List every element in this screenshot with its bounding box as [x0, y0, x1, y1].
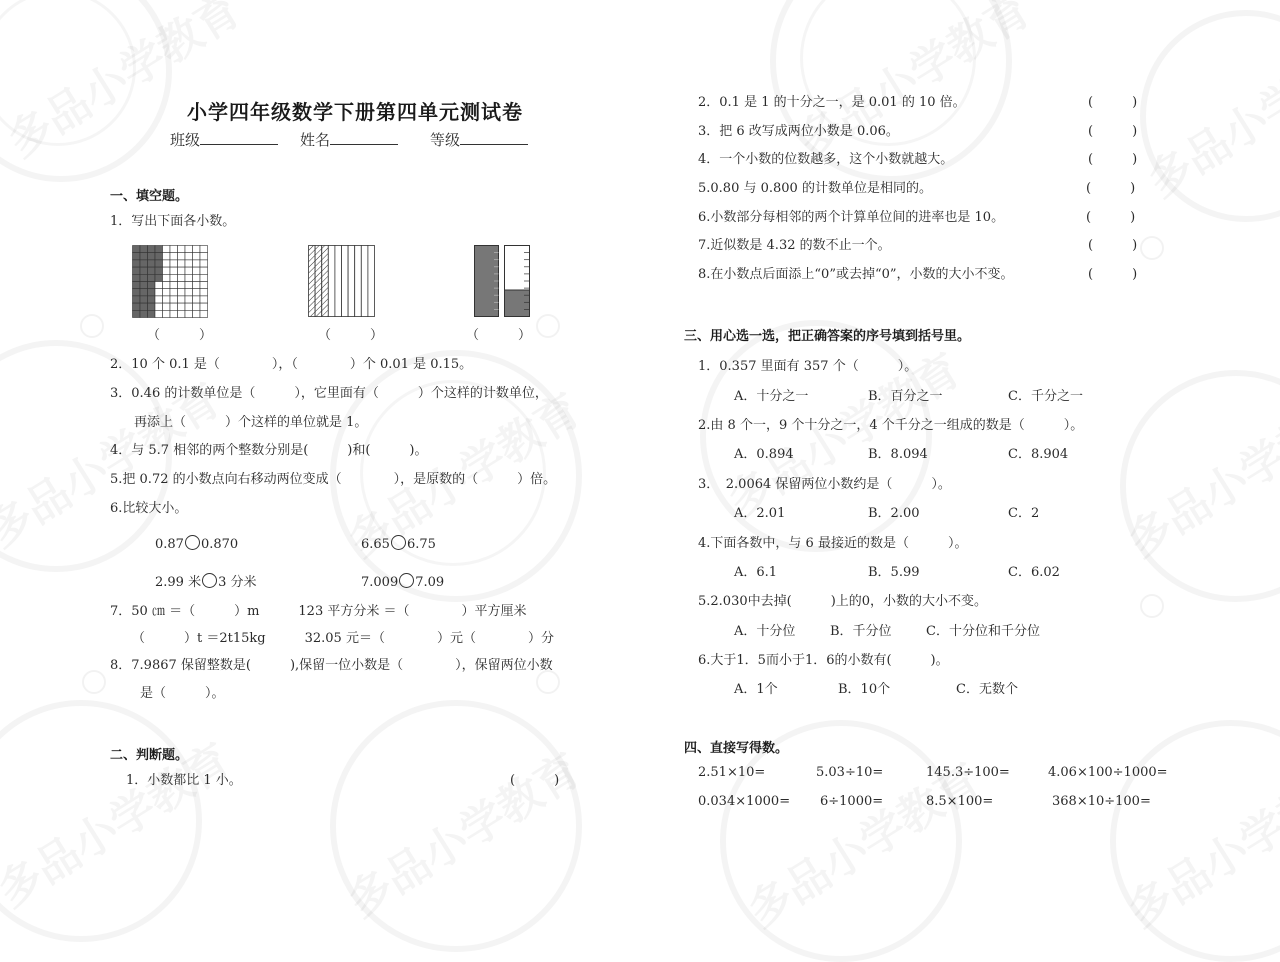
- compare-circle[interactable]: [202, 573, 217, 588]
- watermark-text: [333, 735, 591, 929]
- choice-option[interactable]: B．10个: [838, 682, 891, 697]
- choice-question-3: 3． 2.0064 保留两位小数约是（ ）。: [698, 477, 951, 492]
- choice-option[interactable]: A．十分位: [734, 624, 796, 639]
- judge-item-8: 8.在小数点后面添上“0”或去掉“0”，小数的大小不变。: [698, 267, 1014, 282]
- choice-option[interactable]: B．5.99: [868, 565, 920, 580]
- judge-paren-1[interactable]: ( ): [510, 773, 560, 788]
- judge-item-5: 5.0.80 与 0.800 的计数单位是相同的。: [698, 181, 932, 196]
- choice-option[interactable]: A．十分之一: [734, 389, 809, 404]
- choice-question-6: 6.大于1．5而小于1．6的小数有( )。: [698, 653, 949, 668]
- compare-circle[interactable]: [399, 573, 414, 588]
- choice-option[interactable]: C．8.904: [1008, 447, 1069, 462]
- judge-paren-8[interactable]: ( ): [1088, 267, 1138, 282]
- bars-figure: [474, 245, 534, 318]
- class-blank[interactable]: [200, 130, 278, 145]
- section3-heading: 三、用心选一选，把正确答案的序号填到括号里。: [684, 329, 971, 344]
- compare-circle[interactable]: [185, 535, 200, 550]
- choice-question-2: 2.由 8 个一，9 个十分之一，4 个千分之一组成的数是（ ）。: [698, 418, 1084, 433]
- watermark-text: [1113, 375, 1280, 569]
- page-title: 小学四年级数学下册第四单元测试卷: [187, 100, 523, 124]
- compare-circle[interactable]: [391, 535, 406, 550]
- judge-item-6: 6.小数部分每相邻的两个计算单位间的进率也是 10。: [698, 210, 1005, 225]
- choice-option[interactable]: B．千分位: [830, 624, 892, 639]
- choice-option[interactable]: C．十分位和千分位: [926, 624, 1040, 639]
- choice-question-4: 4.下面各数中，与 6 最接近的数是（ ）。: [698, 536, 968, 551]
- calc-item: 145.3÷100=: [926, 765, 1010, 780]
- grade-blank[interactable]: [460, 130, 528, 145]
- figure-answer-1[interactable]: （ ）: [147, 328, 213, 343]
- calc-item: 0.034×1000=: [698, 794, 791, 809]
- choice-option[interactable]: B．8.094: [868, 447, 928, 462]
- compare-item: 6.65 6.75: [361, 537, 436, 552]
- question-2: 2．10 个 0.1 是（ ），（ ）个 0.01 是 0.15。: [110, 357, 473, 372]
- class-label: 班级: [170, 131, 201, 149]
- choice-option[interactable]: C．6.02: [1008, 565, 1060, 580]
- choice-question-1: 1．0.357 里面有 357 个（ ）。: [698, 359, 918, 374]
- choice-question-5: 5.2.030中去掉( )上的0，小数的大小不变。: [698, 594, 988, 609]
- watermark-text: [1133, 15, 1280, 209]
- choice-option[interactable]: A．6.1: [734, 565, 778, 580]
- name-label: 姓名: [300, 131, 331, 149]
- question-8-cont: 是（ ）。: [140, 686, 225, 701]
- judge-item-2: 2．0.1 是 1 的十分之一，是 0.01 的 10 倍。: [698, 95, 966, 110]
- question-3: 3．0.46 的计数单位是（ ），它里面有（ ）个这样的计数单位，: [110, 386, 548, 401]
- strips-figure: [308, 245, 376, 318]
- choice-option[interactable]: A．2.01: [734, 506, 786, 521]
- question-1: 1．写出下面各小数。: [110, 214, 236, 229]
- figure-answer-2[interactable]: （ ）: [318, 328, 384, 343]
- choice-option[interactable]: A．1个: [734, 682, 778, 697]
- question-4: 4．与 5.7 相邻的两个整数分别是( )和( )。: [110, 443, 428, 458]
- grade-field[interactable]: [430, 129, 528, 150]
- question-6: 6.比较大小。: [110, 501, 188, 516]
- class-field[interactable]: [170, 129, 278, 150]
- section4-heading: 四、直接写得数。: [684, 741, 789, 756]
- judge-paren-3[interactable]: ( ): [1088, 124, 1138, 139]
- choice-option[interactable]: B．百分之一: [868, 389, 943, 404]
- choice-option[interactable]: C．2: [1008, 506, 1040, 521]
- choice-option[interactable]: C．无数个: [956, 682, 1018, 697]
- calc-item: 5.03÷10=: [816, 765, 884, 780]
- judge-paren-2[interactable]: ( ): [1088, 95, 1138, 110]
- judge-item-1: 1．小数都比 1 小。: [126, 773, 242, 788]
- calc-item: 2.51×10=: [698, 765, 766, 780]
- section1-heading: 一、填空题。: [110, 189, 189, 204]
- choice-option[interactable]: B．2.00: [868, 506, 920, 521]
- calc-item: 8.5×100=: [926, 794, 994, 809]
- grid-figure: [132, 245, 208, 318]
- calc-item: 4.06×100÷1000=: [1048, 765, 1168, 780]
- name-field[interactable]: [300, 129, 398, 150]
- calc-item: 368×10÷100=: [1052, 794, 1151, 809]
- judge-paren-5[interactable]: ( ): [1086, 181, 1136, 196]
- question-3-cont: 再添上（ ）个这样的单位就是 1。: [134, 415, 368, 430]
- compare-item: 0.87 0.870: [155, 537, 239, 552]
- judge-paren-4[interactable]: ( ): [1088, 152, 1138, 167]
- judge-item-3: 3．把 6 改写成两位小数是 0.06。: [698, 124, 899, 139]
- question-7-cont: （ ）t ＝2t15kg 32.05 元＝（ ）元（ ）分: [132, 631, 554, 646]
- calc-item: 6÷1000=: [820, 794, 884, 809]
- watermark-text: [783, 0, 1041, 169]
- judge-item-7: 7.近似数是 4.32 的数不止一个。: [698, 238, 891, 253]
- choice-option[interactable]: A．0.894: [734, 447, 794, 462]
- compare-item: 2.99 米 3 分米: [155, 575, 257, 590]
- judge-item-4: 4．一个小数的位数越多，这个小数就越大。: [698, 152, 954, 167]
- name-blank[interactable]: [330, 130, 398, 145]
- section2-heading: 二、判断题。: [110, 748, 189, 763]
- grade-label: 等级: [430, 131, 461, 149]
- question-5: 5.把 0.72 的小数点向右移动两位变成（ ），是原数的（ ）倍。: [110, 472, 557, 487]
- figure-answer-3[interactable]: （ ）: [466, 328, 532, 343]
- judge-paren-7[interactable]: ( ): [1088, 238, 1138, 253]
- compare-item: 7.009 7.09: [361, 575, 445, 590]
- question-7: 7．50 ㎝ ＝（ ）m 123 平方分米 ＝（ ）平方厘米: [110, 604, 527, 619]
- question-8: 8．7.9867 保留整数是( ),保留一位小数是（ ），保留两位小数: [110, 658, 553, 673]
- judge-paren-6[interactable]: ( ): [1086, 210, 1136, 225]
- choice-option[interactable]: C．千分之一: [1008, 389, 1083, 404]
